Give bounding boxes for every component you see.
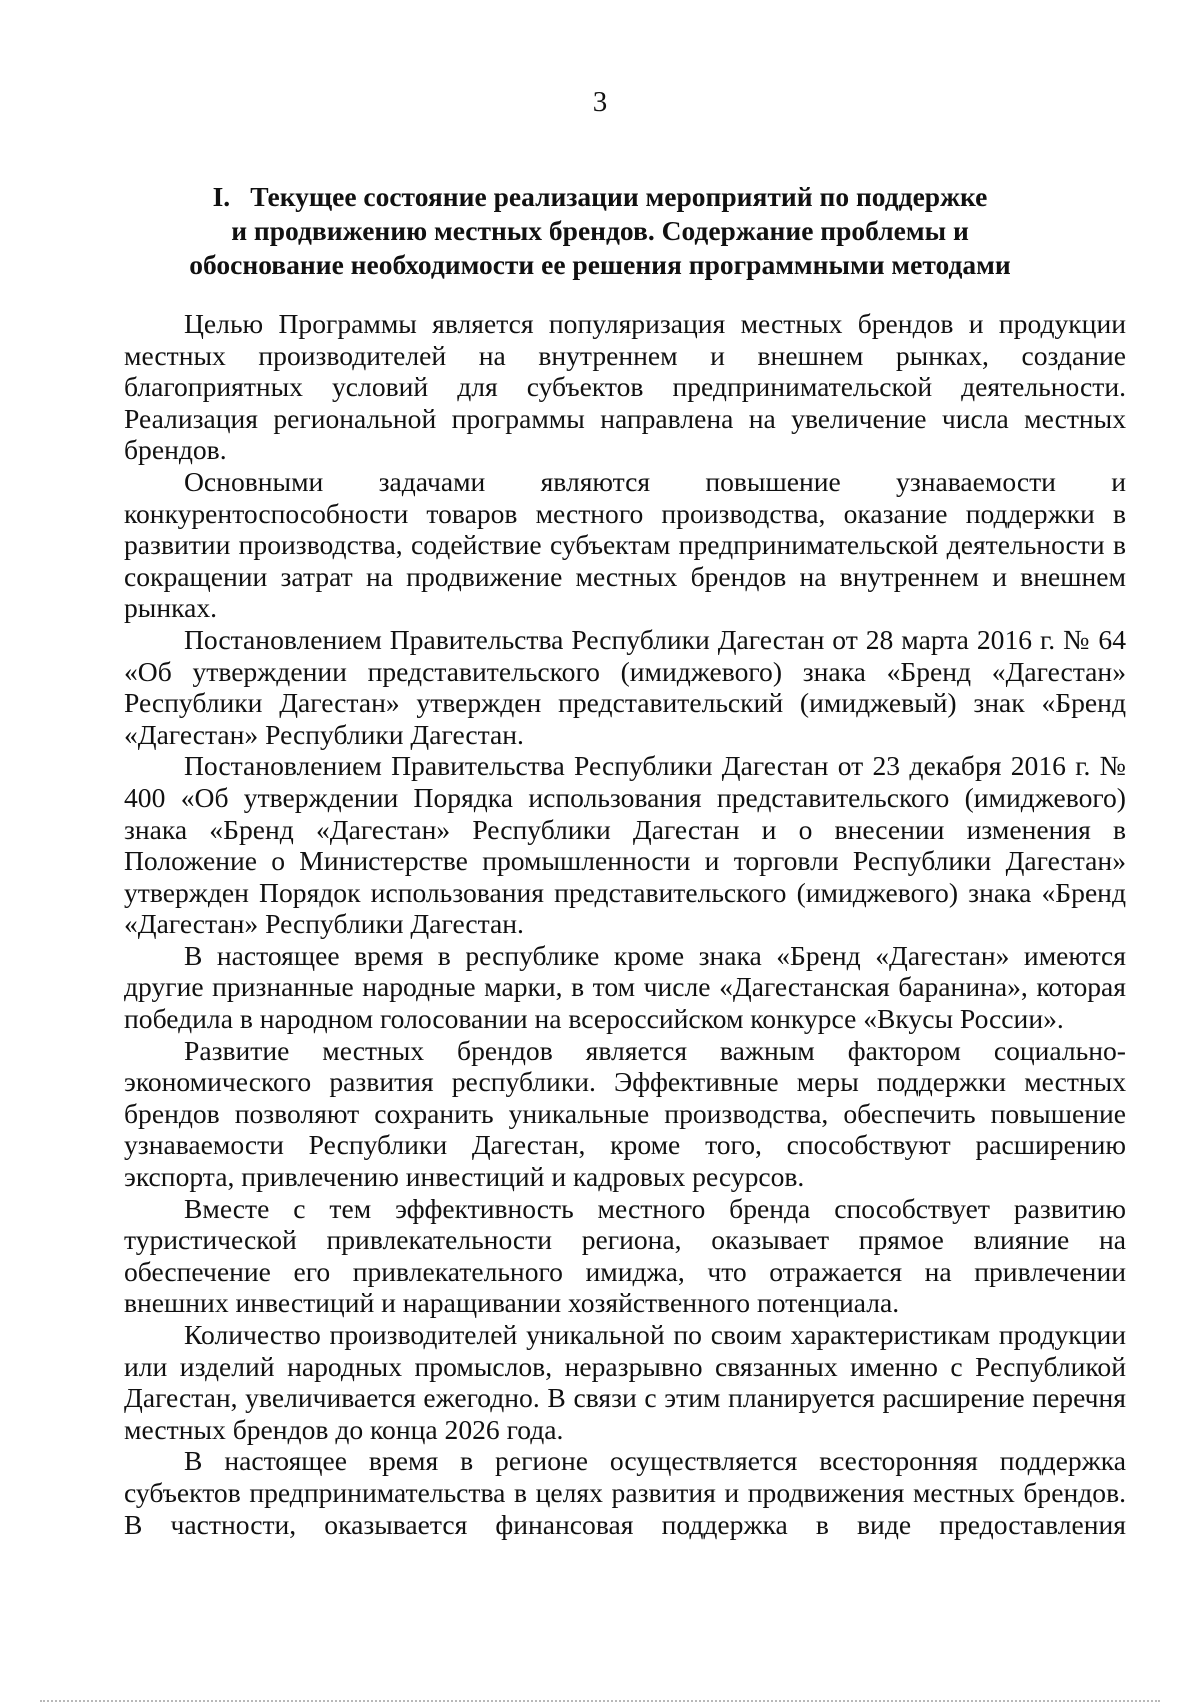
document-body [124,308,1126,1540]
section-heading-line-2: и продвижению местных брендов. Содержание проблемы и [231,215,969,246]
paragraph-main-tasks: Основными задачами являются повышение узнаваемости и конкурентоспособности товаров местного производства, оказание поддержки в развитии производства, содействие субъектам предпринимательской деятельности в сокращении затрат на продвижение местных брендов на внутреннем и внешнем рынках. [124,465,1126,624]
section-numeral: I. [212,181,231,212]
section-heading-line-1 [120,180,1080,214]
paragraph-producer-count: Количество производителей уникальной по своим характеристикам продукции или изделий народных промыслов, неразрывно связанных именно с Республикой Дагестан, увеличивается ежегодно. В связи с этим планируется расширение перечня местных брендов до конца 2026 года. [124,1319,1126,1445]
paragraph-brand-development: Развитие местных брендов является важным фактором социально-экономического развития республики. Эффективные меры поддержки местных брендов позволяют сохранить уникальные производства, обеспечить повышение узнаваемости Республики Дагестан, кроме того, способствуют расширению экспорта, привлечению инвестиций и кадровых ресурсов. [124,1034,1126,1193]
paragraph-program-goal: Целью Программы является популяризация местных брендов и продукции местных производителей на внутреннем и внешнем рынках, создание благоприятных условий для субъектов предпринимательской деятельности. Реализация региональной программы направлена на увеличение числа местных брендов. [124,308,1126,466]
paragraph-resolution-400: Постановлением Правительства Республики Дагестан от 23 декабря 2016 г. № 400 «Об утверждении Порядка использования представительского (имиджевого) знака «Бренд «Дагестан» Республики Дагестан и о внесении изменения в Положение о Министерстве промышленности и торговли Республики Дагестан» утвержден Порядок использования представительского (имиджевого) знака «Бренд «Дагестан» Республики Дагестан. [124,750,1126,940]
section-heading-text-1: Текущее состояние реализации мероприятий по поддержке [250,181,988,212]
section-heading-line-3: обоснование необходимости ее решения программными методами [189,249,1011,280]
paragraph-folk-brands: В настоящее время в республике кроме знака «Бренд «Дагестан» имеются другие признанные народные марки, в том числе «Дагестанская баранина», которая победила в народном голосовании на всероссийском конкурсе «Вкусы России». [124,939,1126,1035]
paragraph-tourism-attractiveness: Вместе с тем эффективность местного бренда способствует развитию туристической привлекательности региона, оказывает прямое влияние на обеспечение его привлекательного имиджа, что отражается на привлечении внешних инвестиций и наращивании хозяйственного потенциала. [124,1192,1126,1319]
paragraph-resolution-64: Постановлением Правительства Республики Дагестан от 28 марта 2016 г. № 64 «Об утверждении представительского (имиджевого) знака «Бренд «Дагестан» Республики Дагестан» утвержден представительский (имиджевый) знак «Бренд «Дагестан» Республики Дагестан. [124,623,1126,750]
page-number: 3 [592,86,608,118]
scan-edge-line [40,1700,1160,1702]
section-heading [120,180,1080,282]
paragraph-current-support: В настоящее время в регионе осуществляется всесторонняя поддержка субъектов предпринимательства в целях развития и продвижения местных брендов. В частности, оказывается финансовая поддержка в виде предоставления [124,1445,1126,1540]
